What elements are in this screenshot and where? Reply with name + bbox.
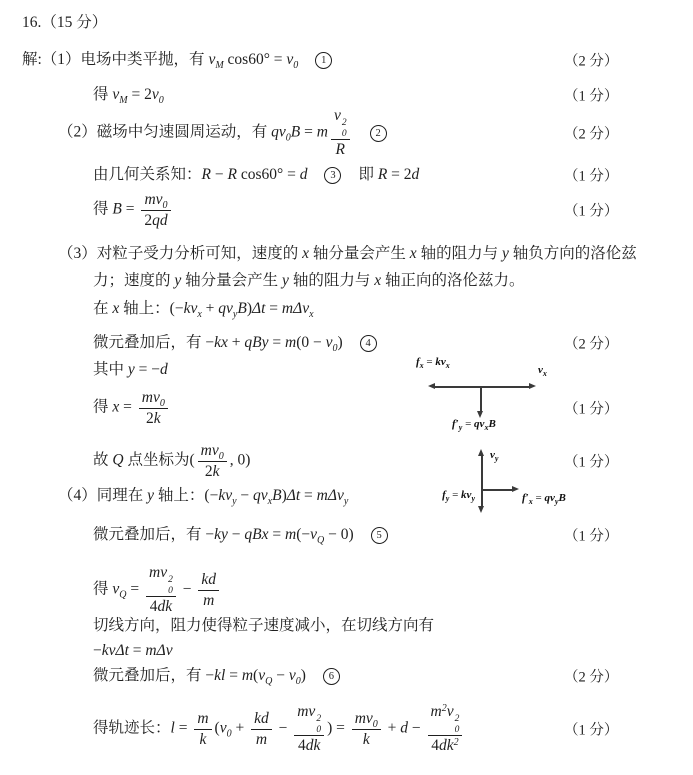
right-arrowhead-icon xyxy=(512,486,519,492)
line-text: 微元叠加后，有 −kx + qBy = $m(0 - v_0)$ 4 xyxy=(93,334,377,353)
velocity-label-x: $v_x$ xyxy=(538,364,547,378)
solution-line-19 xyxy=(0,661,693,691)
line-text: 16.（15 分） xyxy=(22,13,108,31)
solution-line-16 xyxy=(0,565,693,615)
line-text: 在 x 轴上：$(-kv_x + qv_yB)\Delta t = m\Delta v_x$ xyxy=(93,299,314,320)
score-label: （2 分） xyxy=(564,126,619,143)
line-text: （4）同理在 y 轴上：$(-kv_y - qv_xB)\Delta t = m\Delta v_y$ xyxy=(58,486,349,507)
line-text: 得 $v_Q$ = mv 2 0 4dk − $\frac{kd}{m}$ xyxy=(93,563,222,616)
left-arrowhead-icon xyxy=(428,383,435,389)
lorentz-force-label-y: $f'_x = qv_yB$ xyxy=(522,492,566,506)
solution-line-10 xyxy=(0,328,693,358)
line-text: 微元叠加后，有 $-kl = m(v_Q - v_0)$ 6 xyxy=(93,667,340,686)
score-label: （1 分） xyxy=(564,203,619,220)
line-text: 解:（1）电场中类平抛，有 $v_M$ $\cos 60^\circ = v_0$ 1 xyxy=(22,51,332,70)
solution-line-7 xyxy=(0,239,693,269)
line-text: 力；速度的 y 轴分量会产生 y 轴的阻力与 x 轴正向的洛伦兹力。 xyxy=(93,271,525,289)
drag-force-label-y: $f_y = kv_y$ xyxy=(442,489,475,503)
score-label: （2 分） xyxy=(564,336,619,353)
line-text: 得 x = $\frac{mv_0}{2k}$ xyxy=(93,388,171,428)
score-label: （1 分） xyxy=(564,88,619,105)
line-text: 得 $v_M = 2v_0$ xyxy=(93,85,164,106)
rightward-force-line xyxy=(482,489,514,491)
solution-line-12 xyxy=(0,383,693,433)
solution-line-20 xyxy=(0,702,693,756)
right-arrowhead-icon xyxy=(529,383,536,389)
score-label: （1 分） xyxy=(564,168,619,185)
line-text: 得 B = $\frac{mv_0}{2qd}$ xyxy=(93,190,174,230)
force-diagram-y-axis xyxy=(425,447,635,519)
score-label: （1 分） xyxy=(564,401,619,418)
score-label: （1 分） xyxy=(564,528,619,545)
score-label: （2 分） xyxy=(564,669,619,686)
solution-line-8 xyxy=(0,266,693,296)
score-label: （2 分） xyxy=(564,53,619,70)
line-text: （3）对粒子受力分析可知，速度的 x 轴分量会产生 x 轴的阻力与 y 轴负方向的洛伦兹 xyxy=(58,244,637,262)
score-label: （1 分） xyxy=(564,454,619,471)
solution-line-2 xyxy=(0,45,693,75)
vertical-axis-line xyxy=(481,455,483,507)
lorentz-force-label-x: $f'_y = qv_xB$ xyxy=(452,418,496,432)
downward-force-line xyxy=(480,387,482,413)
solution-line-1 xyxy=(0,8,693,38)
line-text: −kvΔt = mΔv xyxy=(93,641,173,659)
line-text: 切线方向，阻力使得粒子速度减小，在切线方向有 xyxy=(93,616,435,634)
line-text: 得轨迹长：l = $\frac{m}{k}$ ($v_0$ + $\frac{kd}{m}$ − mv 2 0 4dk ) = $\frac{mv_0}{k}$ + d − $m^2v$ 2 0 $4dk^2$ xyxy=(93,702,465,755)
horizontal-axis-line xyxy=(434,386,530,388)
line-text: 其中 y = −d xyxy=(93,360,168,378)
down-arrowhead-icon xyxy=(478,506,484,513)
score-label: （1 分） xyxy=(564,722,619,739)
drag-force-label-x: $f_x = kv_x$ xyxy=(416,356,450,370)
line-text: （2）磁场中匀速圆周运动，有 $qv_0B = m$ v 2 0 R 2 xyxy=(58,106,387,159)
solution-line-15 xyxy=(0,520,693,550)
down-arrowhead-icon xyxy=(477,411,483,418)
velocity-label-y: $v_y$ xyxy=(490,449,499,463)
line-text: 由几何关系知：R − R cos60° = d 3 即 R = 2d xyxy=(93,165,420,183)
solution-line-9 xyxy=(0,294,693,324)
line-text: 微元叠加后，有 −ky − qBx = $m(-v_Q - 0)$ 5 xyxy=(93,526,388,545)
up-arrowhead-icon xyxy=(478,449,484,456)
solution-line-6 xyxy=(0,185,693,235)
solution-line-11 xyxy=(0,355,693,385)
solution-line-4 xyxy=(0,108,693,158)
force-diagram-x-axis xyxy=(416,356,586,436)
line-text: 故 Q 点坐标为( $\frac{mv_0}{2k}$ , 0) xyxy=(93,442,251,480)
